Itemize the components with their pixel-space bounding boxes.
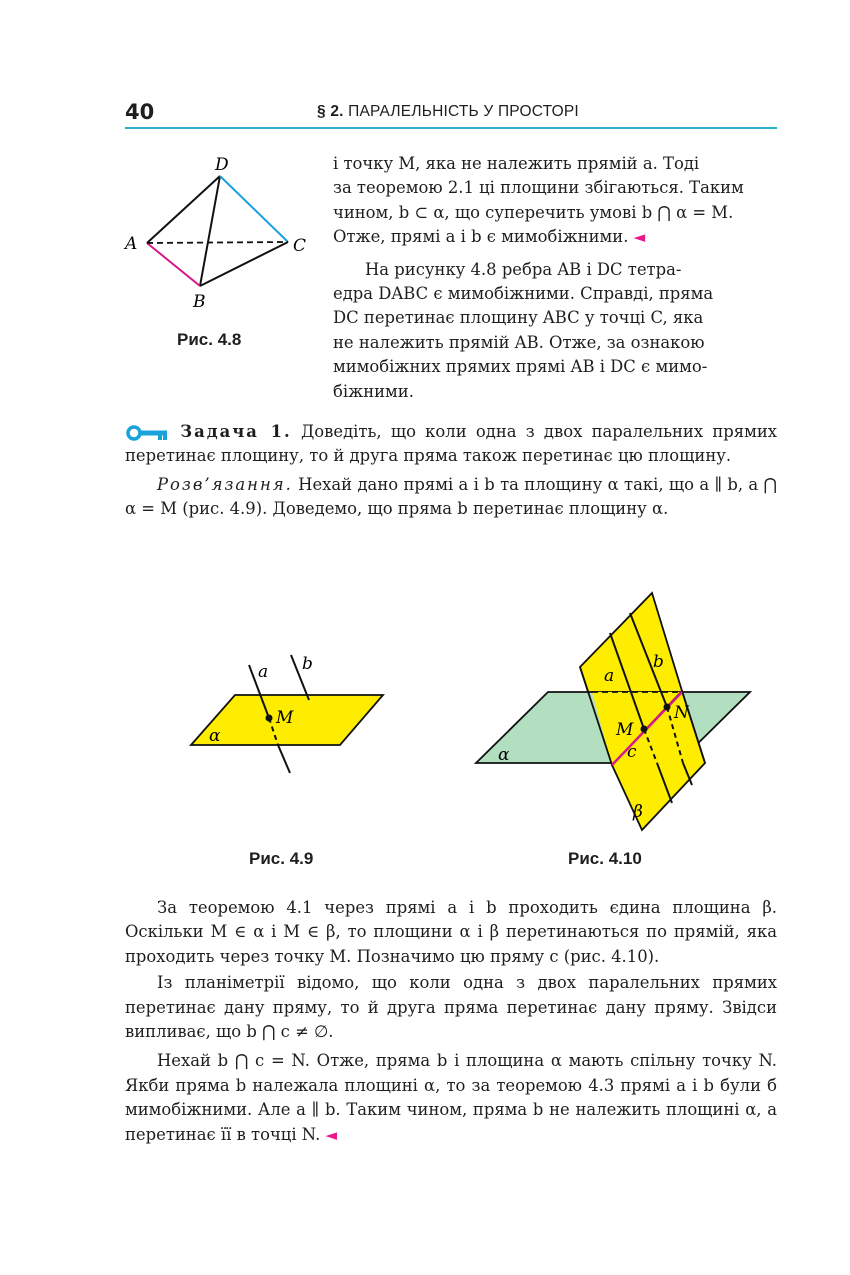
- label-D: D: [215, 155, 229, 175]
- task-text: Доведіть, що коли одна з двох паралельних прямих перетинає площину, то й друга пряма також перетинає цю площину.: [125, 422, 778, 466]
- paragraph-1: [333, 152, 777, 250]
- figure-4-10: [470, 585, 760, 845]
- p2-line-1: На рисунку 4.8 ребра AB і DC тетра-: [365, 259, 682, 279]
- p2-line-6: біжними.: [333, 381, 414, 401]
- label-a: a: [604, 666, 615, 686]
- figure-4-9-caption: Рис. 4.9: [249, 849, 314, 868]
- edge-AC-hidden: [147, 242, 288, 243]
- label-alpha: α: [209, 726, 221, 746]
- task-label: Задача 1.: [180, 422, 292, 441]
- solution-paragraph: [125, 473, 777, 522]
- line-a-under: [278, 745, 290, 773]
- paragraph-4: Із планіметрії відомо, що коли одна з двох паралельних прямих перетинає дану пряму, то й друга пряма перетинає дану пряму. Звідси випливає, що b ⋂ c ≠ ∅.: [125, 973, 777, 1042]
- paragraph-intro: [333, 152, 777, 404]
- edge-AB: [147, 243, 200, 286]
- paragraph-5: [125, 1049, 777, 1147]
- figure-4-8-tetrahedron: [115, 148, 325, 318]
- label-B: B: [193, 292, 206, 312]
- label-b: b: [653, 652, 664, 672]
- label-c: c: [627, 742, 637, 762]
- p2-line-3: DC перетинає площину ABC у точці C, яка: [333, 308, 704, 328]
- page-number: 40: [125, 100, 155, 124]
- p2-line-4: не належить прямій AB. Отже, за ознакою: [333, 332, 705, 352]
- solution-label: Розв’язання.: [157, 474, 293, 494]
- section-title: ПАРАЛЕЛЬНІСТЬ У ПРОСТОРІ: [348, 103, 579, 120]
- figure-4-9: [185, 645, 395, 780]
- running-head: [317, 103, 579, 121]
- label-M: M: [276, 708, 294, 728]
- p1-line-4: Отже, прямі a і b є мимобіжними.: [333, 227, 629, 247]
- end-of-proof-mark: ◄: [633, 228, 646, 247]
- label-C: C: [293, 236, 307, 256]
- paragraph-2: [333, 258, 777, 404]
- p2-line-5: мимобіжних прямих прямі AB і DC є мимо-: [333, 357, 708, 377]
- point-M: [641, 726, 648, 733]
- paragraph-3: За теоремою 4.1 через прямі a і b проходить єдина площина β. Оскільки M ∈ α і M ∈ β, то площини α і β перетинаються по прямій, яка проходить через точку M. Позначимо цю пряму c (рис. 4.10).: [125, 898, 777, 966]
- label-N: N: [674, 703, 689, 723]
- label-a: a: [258, 662, 269, 682]
- p1-line-2: за теоремою 2.1 ці площини збігаються. Таким: [333, 178, 744, 198]
- figure-4-8-caption: Рис. 4.8: [177, 330, 242, 349]
- label-alpha: α: [498, 745, 510, 765]
- task-1: [125, 420, 777, 469]
- task-block: [125, 420, 777, 522]
- edge-BC: [200, 242, 288, 286]
- figure-4-10-caption: Рис. 4.10: [568, 849, 642, 868]
- key-icon: [125, 424, 171, 442]
- point-M: [266, 715, 273, 722]
- p2-line-2: едра DABC є мимобіжними. Справді, пряма: [333, 284, 714, 304]
- main-text-bottom: [125, 896, 777, 1147]
- point-N: [664, 704, 671, 711]
- label-M: M: [616, 720, 634, 740]
- paragraph-5-text: Нехай b ⋂ c = N. Отже, пряма b і площина α мають спільну точку N. Якби пряма b належала площині α, то за теоремою 4.3 прямі a і b були б мимобіжними. Але a ∥ b. Таким чином, пряма b не належить площині α, а перетинає її в точці N.: [125, 1051, 777, 1144]
- edge-DC: [220, 176, 288, 242]
- p1-line-3: чином, b ⊂ α, що суперечить умові b ⋂ α = M.: [333, 202, 734, 222]
- label-beta: β: [633, 802, 643, 822]
- p1-line-1: і точку M, яка не належить прямій a. Тоді: [333, 154, 700, 173]
- header-rule: [125, 127, 777, 129]
- end-of-proof-mark-2: ◄: [325, 1125, 338, 1144]
- section-number: § 2.: [317, 103, 344, 120]
- label-b: b: [302, 654, 313, 674]
- solution-text: Нехай дано прямі a і b та площину α такі, що a ∥ b, a ⋂ α = M (рис. 4.9). Доведемо, що пряма b перетинає площину α.: [125, 474, 777, 519]
- label-A: A: [125, 234, 138, 254]
